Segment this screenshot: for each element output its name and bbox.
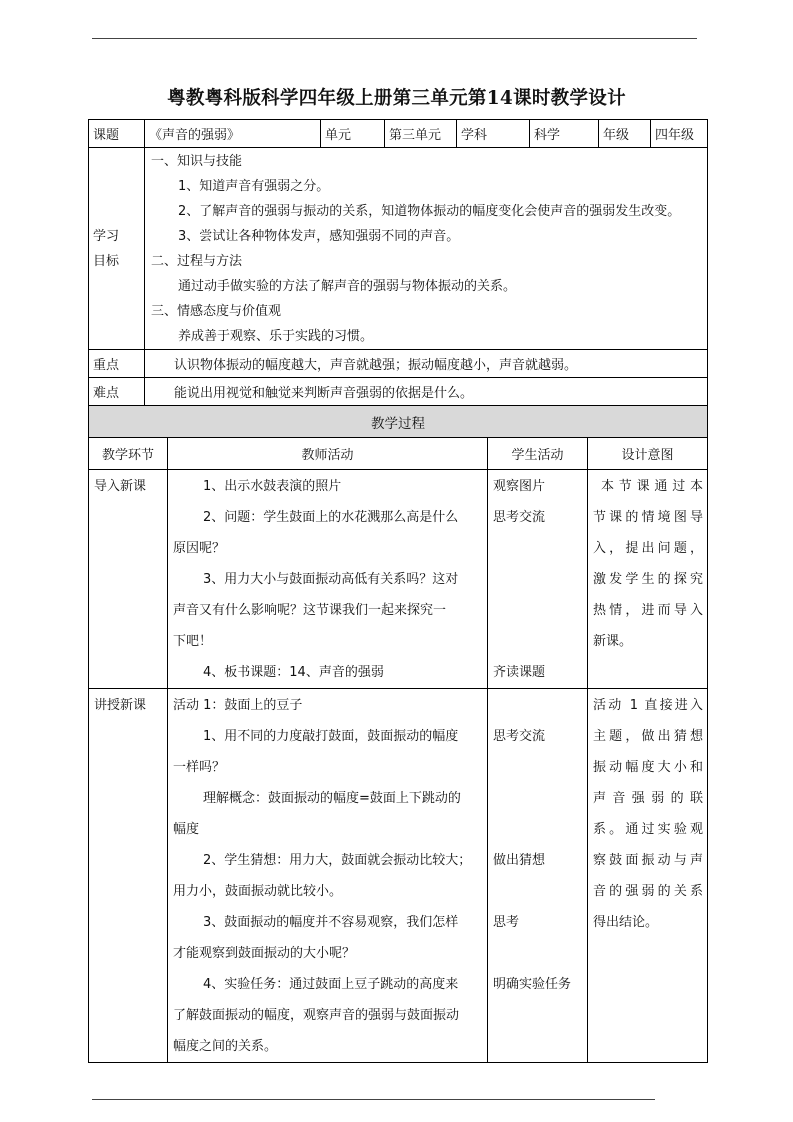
student-line: 思考 xyxy=(493,915,520,930)
grade-value: 四年级 xyxy=(651,120,708,148)
teacher-line: 了解鼓面振动的幅度，观察声音的强弱与鼓面振动 xyxy=(173,1008,460,1023)
teacher-line: 幅度 xyxy=(173,822,200,837)
header-rule xyxy=(92,38,697,39)
goals-label-line: 学习 xyxy=(93,228,120,244)
process-row xyxy=(89,470,708,689)
difficulty-label: 难点 xyxy=(89,378,145,406)
student-line xyxy=(493,690,583,721)
teacher-line: 声音又有什么影响呢？这节课我们一起来探究一 xyxy=(173,603,447,618)
process-title: 教学过程 xyxy=(89,406,708,438)
student-line: 观察图片 xyxy=(493,479,546,494)
header-stage: 教学环节 xyxy=(89,438,168,470)
teacher-line: 理解概念：鼓面振动的幅度=鼓面上下跳动的 xyxy=(203,791,461,806)
goal-line: 养成善于观察、乐于实践的习惯。 xyxy=(178,329,374,344)
goals-label-line: 目标 xyxy=(93,253,120,269)
goal-line: 3、尝试让各种物体发声，感知强弱不同的声音。 xyxy=(178,229,460,244)
subject-value: 科学 xyxy=(530,120,599,148)
goal-line: 1、知道声音有强弱之分。 xyxy=(178,179,330,194)
student-line xyxy=(493,595,583,626)
teacher-line: 用力小，鼓面振动就比较小。 xyxy=(173,884,343,899)
goal-line: 三、情感态度与价值观 xyxy=(151,304,282,319)
goals-label xyxy=(89,148,145,350)
stage-cell xyxy=(89,689,168,1063)
teacher-line: 1、出示水鼓表演的照片 xyxy=(203,479,342,494)
intent-line: 热情，进而导入 xyxy=(593,603,703,618)
teaching-process-table xyxy=(88,405,708,1063)
student-line: 思考交流 xyxy=(493,729,546,744)
intent-cell xyxy=(588,689,708,1063)
lesson-info-table xyxy=(88,119,708,406)
teacher-line: 幅度之间的关系。 xyxy=(173,1039,278,1054)
student-cell xyxy=(488,470,588,689)
teacher-cell xyxy=(168,470,488,689)
goals-content xyxy=(145,148,708,350)
intent-line: 得出结论。 xyxy=(593,915,659,930)
stage-label: 讲授新课 xyxy=(94,698,147,713)
student-line xyxy=(493,533,583,564)
student-line xyxy=(493,1000,583,1031)
intent-line: 系。通过实验观 xyxy=(593,822,703,837)
unit-label: 单元 xyxy=(321,120,385,148)
document-title: 粤教粤科版科学四年级上册第三单元第14课时教学设计 xyxy=(167,88,626,109)
stage-cell xyxy=(89,470,168,689)
student-line xyxy=(493,752,583,783)
teacher-line: 原因呢？ xyxy=(173,541,226,556)
header-student: 学生活动 xyxy=(488,438,588,470)
teacher-line: 4、实验任务：通过鼓面上豆子跳动的高度来 xyxy=(203,977,459,992)
intent-line: 声音强弱的联 xyxy=(593,791,703,806)
footer-rule xyxy=(92,1099,655,1100)
student-line: 明确实验任务 xyxy=(493,977,572,992)
lesson-label: 课题 xyxy=(89,120,145,148)
teacher-line: 4、板书课题：14、声音的强弱 xyxy=(203,665,384,680)
student-line xyxy=(493,876,583,907)
teacher-line: 一样吗？ xyxy=(173,760,226,775)
teacher-line: 活动 1：鼓面上的豆子 xyxy=(173,698,303,713)
teacher-cell xyxy=(168,689,488,1063)
intent-line: 激发学生的探究 xyxy=(593,572,703,587)
goal-line: 一、知识与技能 xyxy=(151,154,243,169)
teacher-line: 3、用力大小与鼓面振动高低有关系吗？这对 xyxy=(203,572,459,587)
student-line: 思考交流 xyxy=(493,510,546,525)
teacher-line: 1、用不同的力度敲打鼓面，鼓面振动的幅度 xyxy=(203,729,459,744)
grade-label: 年级 xyxy=(599,120,651,148)
student-line xyxy=(493,783,583,814)
header-intent: 设计意图 xyxy=(588,438,708,470)
intent-line: 察鼓面振动与声 xyxy=(593,853,703,868)
intent-line: 振动幅度大小和 xyxy=(593,760,703,775)
teacher-line: 2、问题：学生鼓面上的水花溅那么高是什么 xyxy=(203,510,459,525)
student-cell xyxy=(488,689,588,1063)
goal-line: 2、了解声音的强弱与振动的关系，知道物体振动的幅度变化会使声音的强弱发生改变。 xyxy=(178,204,681,219)
student-line xyxy=(493,626,583,657)
teacher-line: 3、鼓面振动的幅度并不容易观察，我们怎样 xyxy=(203,915,459,930)
intent-cell xyxy=(588,470,708,689)
key-point-label: 重点 xyxy=(89,350,145,378)
student-line xyxy=(493,1031,583,1062)
intent-line: 本节课通过本 xyxy=(601,479,703,494)
key-point-value: 认识物体振动的幅度越大，声音就越强；振动幅度越小，声音就越弱。 xyxy=(145,350,708,378)
header-teacher: 教师活动 xyxy=(168,438,488,470)
student-line: 齐读课题 xyxy=(493,665,546,680)
goal-line: 通过动手做实验的方法了解声音的强弱与物体振动的关系。 xyxy=(178,279,517,294)
teacher-line: 2、学生猜想：用力大，鼓面就会振动比较大； xyxy=(203,853,472,868)
intent-line: 主题，做出猜想 xyxy=(593,729,703,744)
unit-value: 第三单元 xyxy=(385,120,457,148)
difficulty-value: 能说出用视觉和触觉来判断声音强弱的依据是什么。 xyxy=(145,378,708,406)
teacher-line: 才能观察到鼓面振动的大小呢？ xyxy=(173,946,356,961)
goal-line: 二、过程与方法 xyxy=(151,254,243,269)
teacher-line: 下吧！ xyxy=(173,634,213,649)
stage-label: 导入新课 xyxy=(94,479,147,494)
intent-line: 节课的情境图导 xyxy=(593,510,703,525)
intent-line: 活动 1 直接进入 xyxy=(593,698,703,713)
process-row xyxy=(89,689,708,1063)
intent-line: 音的强弱的关系 xyxy=(593,884,703,899)
student-line xyxy=(493,564,583,595)
student-line: 做出猜想 xyxy=(493,853,546,868)
lesson-value: 《声音的强弱》 xyxy=(145,120,321,148)
student-line xyxy=(493,814,583,845)
student-line xyxy=(493,938,583,969)
subject-label: 学科 xyxy=(457,120,530,148)
intent-line: 入，提出问题， xyxy=(593,541,703,556)
intent-line: 新课。 xyxy=(593,634,633,649)
